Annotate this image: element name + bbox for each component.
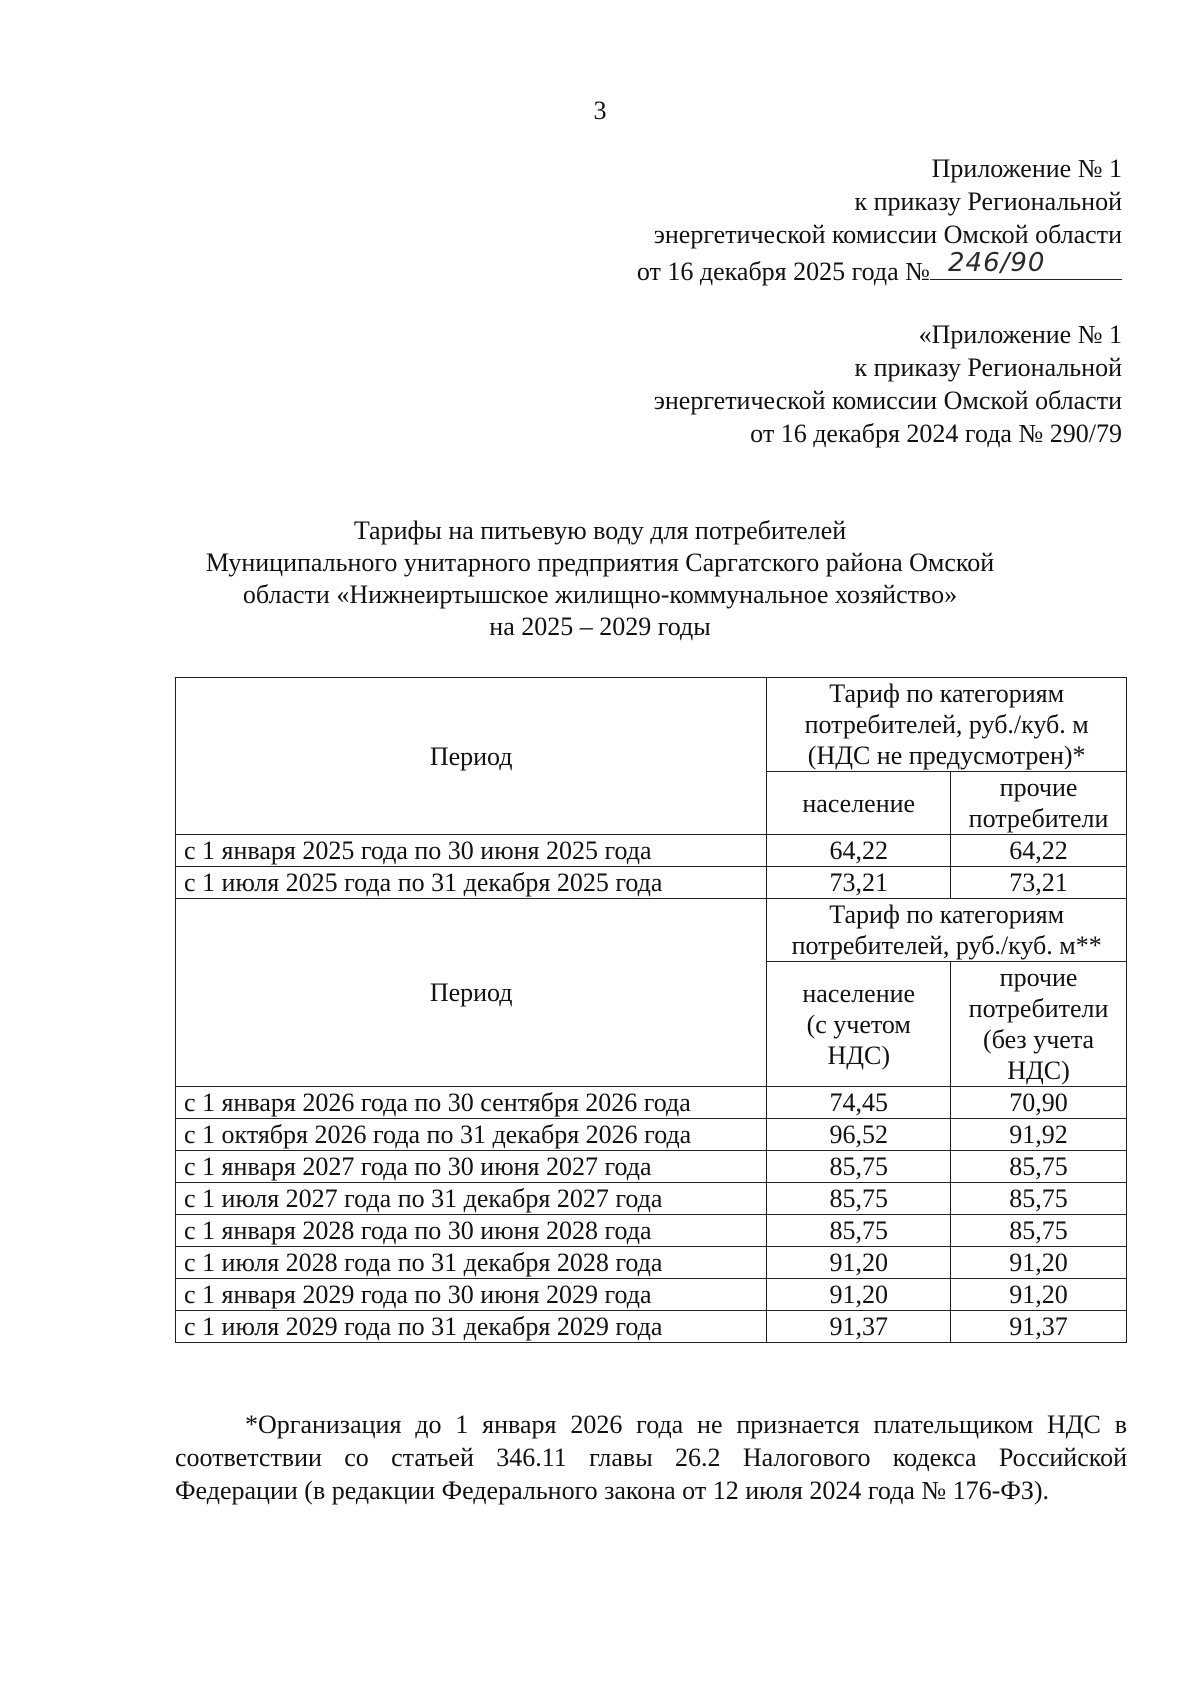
- appendix-current-line3: энергетической комиссии Омской области: [653, 220, 1122, 249]
- other-tariff-cell: 73,21: [951, 867, 1127, 899]
- title-line3: области «Нижнеиртышское жилищно-коммунальное хозяйство»: [242, 580, 958, 609]
- other-tariff-cell: 91,37: [951, 1311, 1127, 1343]
- table-row: [176, 1247, 1127, 1279]
- population-tariff-cell: 73,21: [767, 867, 951, 899]
- appendix-current-line2: к приказу Региональной: [854, 187, 1122, 216]
- table1-tariff-header-l1: Тариф по категориям: [829, 679, 1065, 708]
- period-cell: с 1 января 2026 года по 30 сентября 2026 года: [176, 1087, 767, 1119]
- table-row: [176, 1311, 1127, 1343]
- table-row: [176, 1087, 1127, 1119]
- population-tariff-cell: 85,75: [767, 1183, 951, 1215]
- table1-period-header: Период: [176, 678, 767, 835]
- period-cell: с 1 января 2029 года по 30 июня 2029 года: [176, 1279, 767, 1311]
- table1-col-other-l2: потребители: [968, 804, 1109, 833]
- population-tariff-cell: 85,75: [767, 1151, 951, 1183]
- population-tariff-cell: 96,52: [767, 1119, 951, 1151]
- footnote: *Организация до 1 января 2026 года не признается плательщиком НДС в соответствии со статьей 346.11 главы 26.2 Налогового кодекса Российской Федерации (в редакции Федерального закона от 12 июля 2024 года № 176-ФЗ).: [175, 1410, 1127, 1505]
- table2-tariff-header-l1: Тариф по категориям: [829, 900, 1065, 929]
- table-row: [176, 835, 1127, 867]
- table2-tariff-header-l2: потребителей, руб./куб. м**: [791, 931, 1102, 960]
- population-tariff-cell: 91,20: [767, 1279, 951, 1311]
- period-cell: с 1 июля 2028 года по 31 декабря 2028 года: [176, 1247, 767, 1279]
- title-line2: Муниципального унитарного предприятия Саргатского района Омской: [205, 548, 995, 577]
- table1-tariff-header: [767, 678, 1127, 772]
- appendix-current: [637, 152, 1122, 288]
- table-row: [176, 1183, 1127, 1215]
- table2-col-population-l3: НДС): [827, 1040, 890, 1070]
- other-tariff-cell: 85,75: [951, 1151, 1127, 1183]
- other-tariff-cell: 85,75: [951, 1215, 1127, 1247]
- table2-col-population-l1: население: [802, 978, 916, 1008]
- table2-col-population: [767, 962, 951, 1087]
- order-number-field: [930, 248, 1122, 280]
- table2-rows: [176, 1087, 1127, 1343]
- period-cell: с 1 июля 2027 года по 31 декабря 2027 года: [176, 1183, 767, 1215]
- page-number: 3: [593, 96, 607, 125]
- appendix-previous: [654, 318, 1122, 450]
- appendix-current-date: [636, 248, 1122, 288]
- population-tariff-cell: 91,37: [767, 1311, 951, 1343]
- document-title: [0, 515, 1200, 643]
- appendix-previous-line1: «Приложение № 1: [918, 320, 1122, 349]
- population-tariff-cell: 91,20: [767, 1247, 951, 1279]
- appendix-previous-line3: энергетической комиссии Омской области: [653, 386, 1122, 415]
- period-cell: с 1 января 2025 года по 30 июня 2025 года: [176, 835, 767, 867]
- title-line4: на 2025 – 2029 годы: [489, 612, 711, 641]
- table1-rows: [176, 835, 1127, 899]
- tariff-table: [175, 677, 1127, 1343]
- appendix-previous-line2: к приказу Региональной: [854, 353, 1122, 382]
- table-row: [176, 867, 1127, 899]
- period-cell: с 1 января 2028 года по 30 июня 2028 года: [176, 1215, 767, 1247]
- period-cell: с 1 октября 2026 года по 31 декабря 2026 года: [176, 1119, 767, 1151]
- other-tariff-cell: 91,92: [951, 1119, 1127, 1151]
- table1-col-population: население: [767, 772, 951, 835]
- handwritten-order-number: 246/90: [948, 248, 1046, 278]
- table2-period-header: Период: [176, 899, 767, 1087]
- table1-col-other-l1: прочие: [999, 773, 1078, 802]
- appendix-previous-line4: от 16 декабря 2024 года № 290/79: [750, 419, 1122, 448]
- table-row: [176, 1215, 1127, 1247]
- period-cell: с 1 июля 2029 года по 31 декабря 2029 года: [176, 1311, 767, 1343]
- title-line1: Тарифы на питьевую воду для потребителей: [353, 516, 847, 545]
- table1-tariff-header-l2: потребителей, руб./куб. м: [804, 710, 1089, 739]
- table2-col-population-l2: (с учетом: [806, 1009, 911, 1039]
- other-tariff-cell: 64,22: [951, 835, 1127, 867]
- table2-col-other-l1: прочие: [999, 963, 1078, 992]
- other-tariff-cell: 70,90: [951, 1087, 1127, 1119]
- appendix-current-line1: Приложение № 1: [931, 154, 1122, 183]
- table2-col-other-l4: НДС): [1007, 1056, 1070, 1085]
- appendix-current-date-prefix: от 16 декабря 2025 года №: [636, 257, 930, 286]
- period-cell: с 1 января 2027 года по 30 июня 2027 года: [176, 1151, 767, 1183]
- table-row: [176, 1279, 1127, 1311]
- table2-col-other-l2: потребители: [968, 994, 1109, 1023]
- table2-col-other-l3: (без учета: [983, 1025, 1095, 1054]
- table1-col-other: [951, 772, 1127, 835]
- table2-tariff-header: [767, 899, 1127, 962]
- table2-header: [176, 899, 1127, 1087]
- table2-header-row: [176, 899, 1127, 962]
- table2-col-other: [951, 962, 1127, 1087]
- population-tariff-cell: 85,75: [767, 1215, 951, 1247]
- period-cell: с 1 июля 2025 года по 31 декабря 2025 года: [176, 867, 767, 899]
- other-tariff-cell: 85,75: [951, 1183, 1127, 1215]
- table1-tariff-header-l3: (НДС не предусмотрен)*: [807, 741, 1086, 770]
- other-tariff-cell: 91,20: [951, 1247, 1127, 1279]
- table1-header-row: [176, 678, 1127, 772]
- population-tariff-cell: 64,22: [767, 835, 951, 867]
- table-row: [176, 1151, 1127, 1183]
- population-tariff-cell: 74,45: [767, 1087, 951, 1119]
- other-tariff-cell: 91,20: [951, 1279, 1127, 1311]
- table-row: [176, 1119, 1127, 1151]
